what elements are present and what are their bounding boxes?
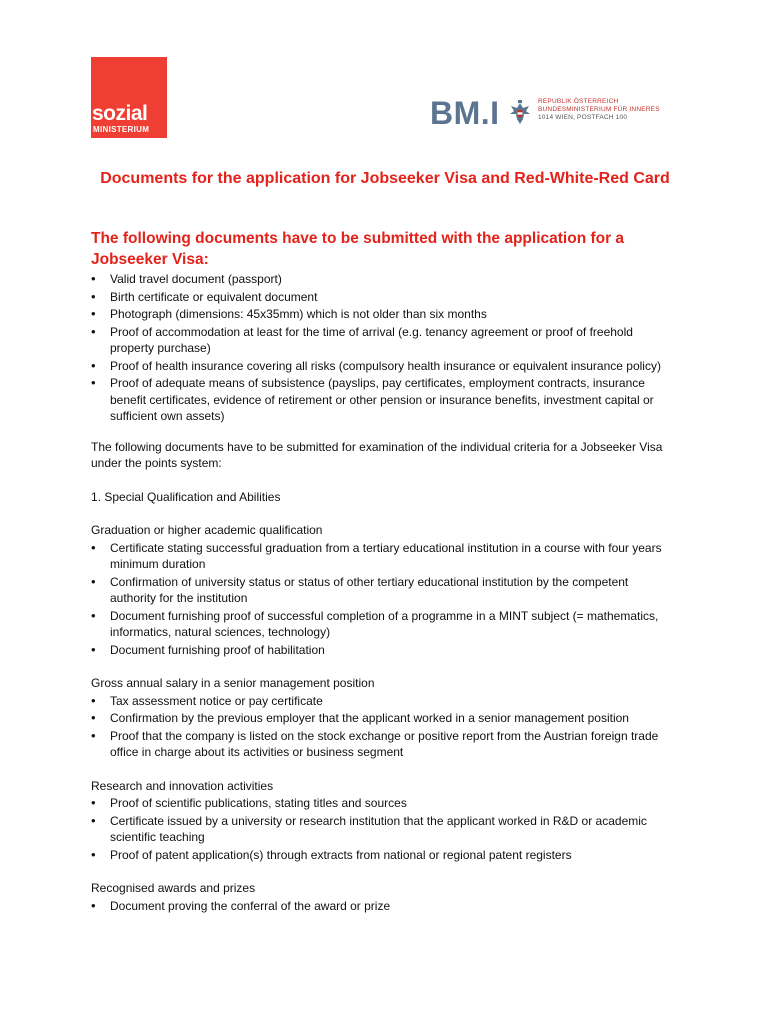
list-item: • Proof of health insurance covering all risks (compulsory health insurance or equivalent insurance policy) [91, 358, 671, 375]
bmi-line-republic: REPUBLIK ÖSTERREICH [538, 98, 619, 105]
bmi-logo-lines [538, 98, 660, 122]
list-item: • Valid travel document (passport) [91, 271, 671, 288]
eagle-crest-icon [508, 99, 532, 127]
logo-brand-text: sozial [92, 102, 148, 125]
graduation-heading: Graduation or higher academic qualification [91, 523, 323, 537]
list-item: • Proof that the company is listed on the stock exchange or positive report from the Austrian foreign trade office in charge about its activities or business segment [91, 728, 671, 761]
points-system-intro: The following documents have to be submitted for examination of the individual criteria for a Jobseeker Visa under the points system: [91, 439, 663, 470]
logo-sub-text: MINISTERIUM [93, 125, 150, 134]
list-item: • Certificate stating successful graduation from a tertiary educational institution in a course with four years minimum duration [91, 540, 671, 573]
section-special-qualification: 1. Special Qualification and Abilities [91, 489, 281, 504]
document-body [91, 228, 671, 914]
list-item: • Proof of adequate means of subsistence (payslips, pay certificates, employment contracts, insurance benefit certificates, evidence of retirement or other pension or insurance benefits, investment capital or sufficient own assets) [91, 375, 671, 425]
list-item: • Confirmation by the previous employer that the applicant worked in a senior management position [91, 710, 671, 727]
graduation-list [91, 540, 671, 659]
list-item: • Confirmation of university status or status of other tertiary educational institution by the competent authority for the institution [91, 574, 671, 607]
bmi-line-ministry: BUNDESMINISTERIUM FÜR INNERES [538, 106, 660, 113]
awards-heading: Recognised awards and prizes [91, 881, 256, 895]
list-item: • Document proving the conferral of the award or prize [91, 898, 671, 915]
list-item: • Document furnishing proof of habilitation [91, 642, 671, 659]
jobseeker-docs-heading: The following documents have to be submitted with the application for a Jobseeker Visa: [91, 230, 625, 268]
bmi-logo-text: BM.I [430, 95, 500, 131]
list-item: • Photograph (dimensions: 45x35mm) which is not older than six months [91, 306, 671, 323]
list-item: • Birth certificate or equivalent document [91, 289, 671, 306]
awards-list [91, 898, 671, 915]
bmi-logo [430, 95, 690, 135]
list-item: • Tax assessment notice or pay certificate [91, 693, 671, 710]
page-title: Documents for the application for Jobseeker Visa and Red-White-Red Card [100, 170, 670, 187]
research-list [91, 795, 671, 863]
list-item: • Document furnishing proof of successful completion of a programme in a MINT subject (= mathematics, informatics, natural sciences, technology) [91, 608, 671, 641]
salary-heading: Gross annual salary in a senior management position [91, 676, 375, 690]
list-item: • Proof of patent application(s) through extracts from national or regional patent registers [91, 847, 671, 864]
list-item: • Proof of scientific publications, stating titles and sources [91, 795, 671, 812]
research-heading: Research and innovation activities [91, 778, 274, 793]
list-item: • Proof of accommodation at least for the time of arrival (e.g. tenancy agreement or proof of freehold property purchase) [91, 324, 671, 357]
list-item: • Certificate issued by a university or research institution that the applicant worked in R&D or academic scientific teaching [91, 813, 671, 846]
jobseeker-docs-list [91, 271, 671, 425]
salary-list [91, 693, 671, 761]
sozialministerium-logo [91, 57, 167, 138]
bmi-line-address: 1014 WIEN, POSTFACH 100 [538, 114, 628, 121]
